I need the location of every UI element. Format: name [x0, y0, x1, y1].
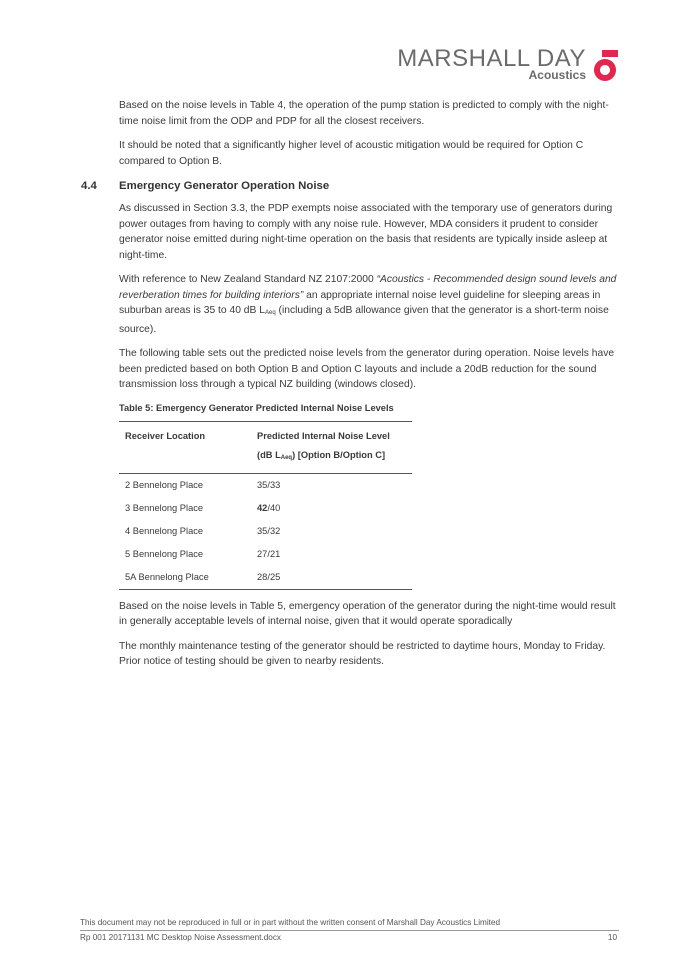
section-title: Emergency Generator Operation Noise	[119, 180, 330, 192]
paragraph-table-intro: The following table sets out the predicted noise levels from the generator during operation. Noise levels have been predicted based on both Option B and Option C layouts and include a 20dB reduction for the sound transmission loss through a typical NZ building (windows closed).	[119, 348, 615, 390]
table-header-row	[119, 421, 412, 473]
paragraph-option-c-note: It should be noted that a significantly higher level of acoustic mitigation would be required for Option C compared to Option B.	[119, 140, 584, 167]
noise-level: 27/21	[257, 548, 281, 559]
logo-name: MARSHALL DAY	[397, 45, 586, 72]
noise-levels-table	[119, 421, 412, 590]
page-content	[81, 98, 619, 679]
section-number: 4.4	[81, 180, 97, 192]
receiver-location: 3 Bennelong Place	[125, 502, 204, 513]
logo-sub: Acoustics	[528, 68, 586, 82]
exceedance-value: 42	[257, 502, 268, 513]
header-receiver-location: Receiver Location	[119, 421, 251, 473]
receiver-location: 4 Bennelong Place	[125, 525, 204, 536]
paragraph-pump-compliance: Based on the noise levels in Table 4, the operation of the pump station is predicted to comply with the night-time noise limit from the ODP and PDP for all the closest receivers.	[119, 100, 609, 127]
noise-level: 28/25	[251, 566, 412, 590]
paragraph-maintenance: The monthly maintenance testing of the generator should be restricted to daytime hours, Monday to Friday. Prior notice of testing should be given to nearby residents.	[119, 640, 606, 667]
table-row	[119, 473, 412, 497]
noise-level: 35/33	[257, 479, 281, 490]
receiver-location: 5 Bennelong Place	[125, 548, 204, 559]
receiver-location: 2 Bennelong Place	[125, 479, 204, 490]
footer-divider	[80, 930, 619, 931]
paragraph-pdp-exemption: As discussed in Section 3.3, the PDP exempts noise associated with the temporary use of generators during power outages from having to comply with any noise rule. However, MDA considers it prudent to consider generator noise emitted during night-time operation on the basis that residents are typically inside asleep at night-time.	[119, 203, 613, 261]
footer-doc-ref: Rp 001 20171131 MC Desktop Noise Assessment.docx	[80, 933, 282, 942]
logo-mark-icon	[592, 50, 618, 84]
company-logo	[378, 46, 618, 86]
table-row	[119, 497, 412, 520]
standard-title: “Acoustics - Recommended design sound levels and reverberation times for building interiors”	[119, 274, 617, 301]
noise-level: 35/32	[257, 525, 281, 536]
footer-disclaimer: This document may not be reproduced in full or in part without the written consent of Marshall Day Acoustics Limited	[80, 918, 501, 927]
table-caption: Table 5: Emergency Generator Predicted Internal Noise Levels	[119, 402, 394, 413]
table-row	[119, 543, 412, 566]
table-row	[119, 566, 412, 590]
paragraph-conclusion: Based on the noise levels in Table 5, emergency operation of the generator during the night-time would result in generally acceptable levels of internal noise, given that it would operate sporadically	[119, 600, 616, 627]
header-predicted-level: Predicted Internal Noise Level (dB $L_{Aeq}$) [Option B/Option C]	[251, 421, 412, 473]
section-heading	[81, 179, 619, 193]
table-row	[119, 520, 412, 543]
noise-level: 42/40	[257, 502, 281, 513]
page-number: 10	[607, 933, 617, 942]
paragraph-nz-standard: With reference to New Zealand Standard NZ 2107:2000 “Acoustics - Recommended design sound levels and reverberation times for building interiors” an appropriate internal noise level guideline for sleeping areas in suburban areas is 35 to 40 dB $L_{Aeq}$ (including a 5dB allowance given that the generator is a short-term noise source).	[119, 274, 617, 335]
receiver-location: 5A Bennelong Place	[119, 566, 251, 590]
